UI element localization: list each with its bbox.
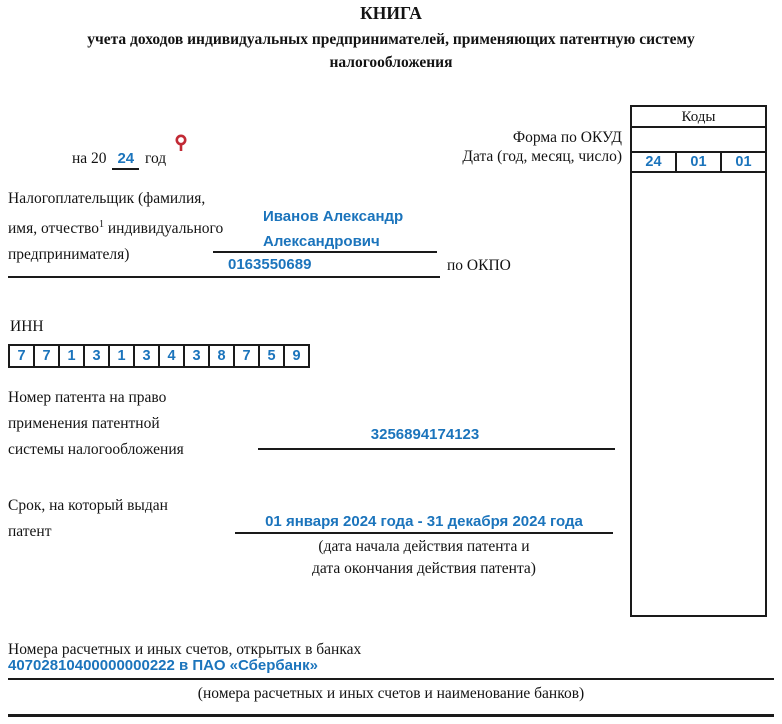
taxpayer-name-value[interactable]: Иванов Александр Александрович xyxy=(263,208,404,250)
inn-cell[interactable]: 8 xyxy=(208,344,235,368)
patent-term-caption-line2: дата окончания действия патента) xyxy=(312,560,536,577)
page-subtitle-line1: учета доходов индивидуальных предпринимателей, применяющих патентную систему xyxy=(87,31,695,48)
bank-accounts-value[interactable]: 40702810400000000222 в ПАО «Сбербанк» xyxy=(8,657,318,674)
inn-cell[interactable]: 3 xyxy=(83,344,110,368)
year-value[interactable]: 24 xyxy=(112,151,139,170)
patent-term-value[interactable]: 01 января 2024 года - 31 декабря 2024 года xyxy=(265,513,583,530)
patent-term-label: Срок, на который выдан патент xyxy=(8,497,168,540)
inn-label: ИНН xyxy=(10,318,44,335)
okpo-value[interactable]: 0163550689 xyxy=(228,256,312,273)
patent-number-underline xyxy=(258,448,615,450)
year-suffix: год xyxy=(145,150,167,167)
okpo-underline xyxy=(8,276,440,278)
date-code-month-cell[interactable]: 01 xyxy=(677,153,722,171)
patent-term-caption-line1: (дата начала действия патента и xyxy=(318,538,530,555)
footnote-marker: 1 xyxy=(98,219,104,230)
codes-header: Коды xyxy=(632,107,765,128)
okpo-label: по ОКПО xyxy=(447,257,511,274)
bank-accounts-underline xyxy=(8,678,774,680)
date-code-day-cell[interactable]: 01 xyxy=(735,154,752,170)
page-title: КНИГА xyxy=(360,3,422,23)
okud-code-cell[interactable] xyxy=(632,128,765,153)
taxpayer-label xyxy=(8,186,258,268)
name-underline xyxy=(213,251,437,253)
date-code-year-cell[interactable]: 24 xyxy=(632,153,677,171)
inn-cell[interactable]: 5 xyxy=(258,344,285,368)
inn-cell[interactable]: 7 xyxy=(233,344,260,368)
page-bottom-rule xyxy=(8,714,774,717)
form-okud-label: Форма по ОКУД xyxy=(512,129,622,146)
inn-cell[interactable]: 4 xyxy=(158,344,185,368)
year-line xyxy=(72,150,166,170)
inn-cell[interactable]: 3 xyxy=(133,344,160,368)
taxpayer-label-line1: Налогоплательщик (фамилия, xyxy=(8,190,206,207)
inn-cell[interactable]: 3 xyxy=(183,344,210,368)
page-subtitle-line2: налогообложения xyxy=(329,54,453,71)
inn-cell[interactable]: 1 xyxy=(58,344,85,368)
patent-number-label: Номер патента на право применения патентной системы налогообложения xyxy=(8,389,184,458)
date-code-cells xyxy=(632,153,765,173)
inn-cell[interactable]: 1 xyxy=(108,344,135,368)
year-prefix: на 20 xyxy=(72,150,107,167)
date-label: Дата (год, месяц, число) xyxy=(462,148,622,165)
bank-accounts-caption: (номера расчетных и иных счетов и наименование банков) xyxy=(197,685,585,702)
bank-accounts-label: Номера расчетных и иных счетов, открытых в банках xyxy=(8,641,362,658)
patent-term-underline xyxy=(235,532,613,534)
inn-cell[interactable]: 7 xyxy=(33,344,60,368)
inn-cells xyxy=(8,344,310,368)
inn-cell[interactable]: 9 xyxy=(283,344,310,368)
location-pin-icon xyxy=(174,134,188,156)
inn-cell[interactable]: 7 xyxy=(8,344,35,368)
taxpayer-label-line3: предпринимателя) xyxy=(8,246,130,264)
codes-table xyxy=(630,105,767,617)
taxpayer-label-line2: имя, отчество$^1$ индивидуального xyxy=(8,219,224,238)
page-subtitle xyxy=(0,28,782,74)
patent-number-value[interactable]: 3256894174123 xyxy=(370,426,480,443)
